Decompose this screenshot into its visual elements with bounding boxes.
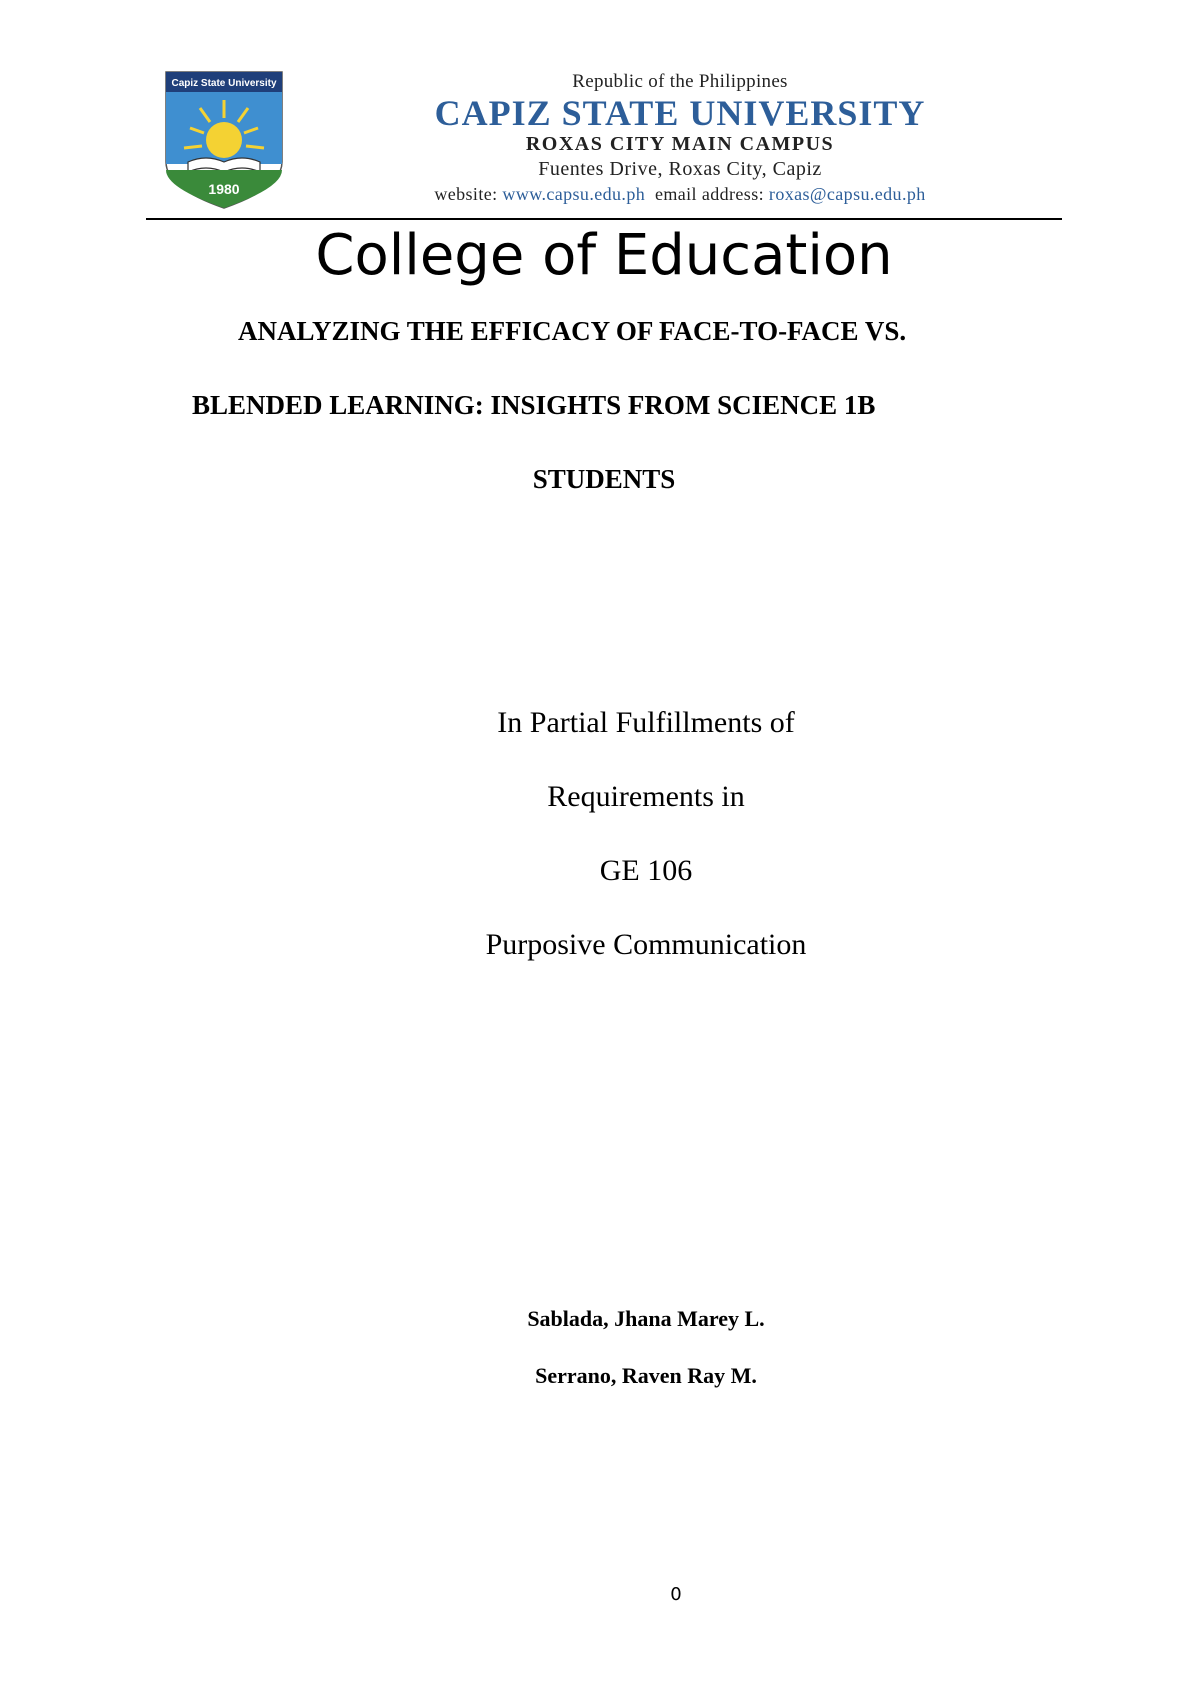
university-seal-logo <box>160 70 288 210</box>
course-code: GE 106 <box>599 854 693 887</box>
letterhead <box>280 70 1080 206</box>
seal-text: Capiz State University <box>171 78 277 89</box>
page-number: 0 <box>670 1584 682 1605</box>
campus-name: ROXAS CITY MAIN CAMPUS <box>525 133 835 155</box>
university-name: CAPIZ STATE UNIVERSITY <box>434 93 926 133</box>
email-label: email address: <box>654 184 765 204</box>
author-2: Serrano, Raven Ray M. <box>535 1363 757 1388</box>
website-label: website: <box>434 184 498 204</box>
header-divider <box>146 218 1062 220</box>
campus-address: Fuentes Drive, Roxas City, Capiz <box>538 158 822 180</box>
email-link[interactable]: roxas@capsu.edu.ph <box>768 184 926 204</box>
republic-line: Republic of the Philippines <box>572 71 788 92</box>
seal-year: 1980 <box>208 181 240 197</box>
college-heading: College of Education <box>315 223 893 288</box>
fulfillment-line-2: Requirements in <box>547 780 745 813</box>
title-line-1: ANALYZING THE EFFICACY OF FACE-TO-FACE VS. <box>238 316 907 346</box>
course-title: Purposive Communication <box>485 928 807 961</box>
title-line-3: STUDENTS <box>532 464 676 494</box>
contact-line <box>280 182 1080 206</box>
website-link[interactable]: www.capsu.edu.ph <box>502 184 646 204</box>
fulfillment-line-1: In Partial Fulfillments of <box>497 706 795 739</box>
title-line-2: BLENDED LEARNING: INSIGHTS FROM SCIENCE 1B <box>192 390 876 420</box>
author-1: Sablada, Jhana Marey L. <box>527 1306 765 1331</box>
